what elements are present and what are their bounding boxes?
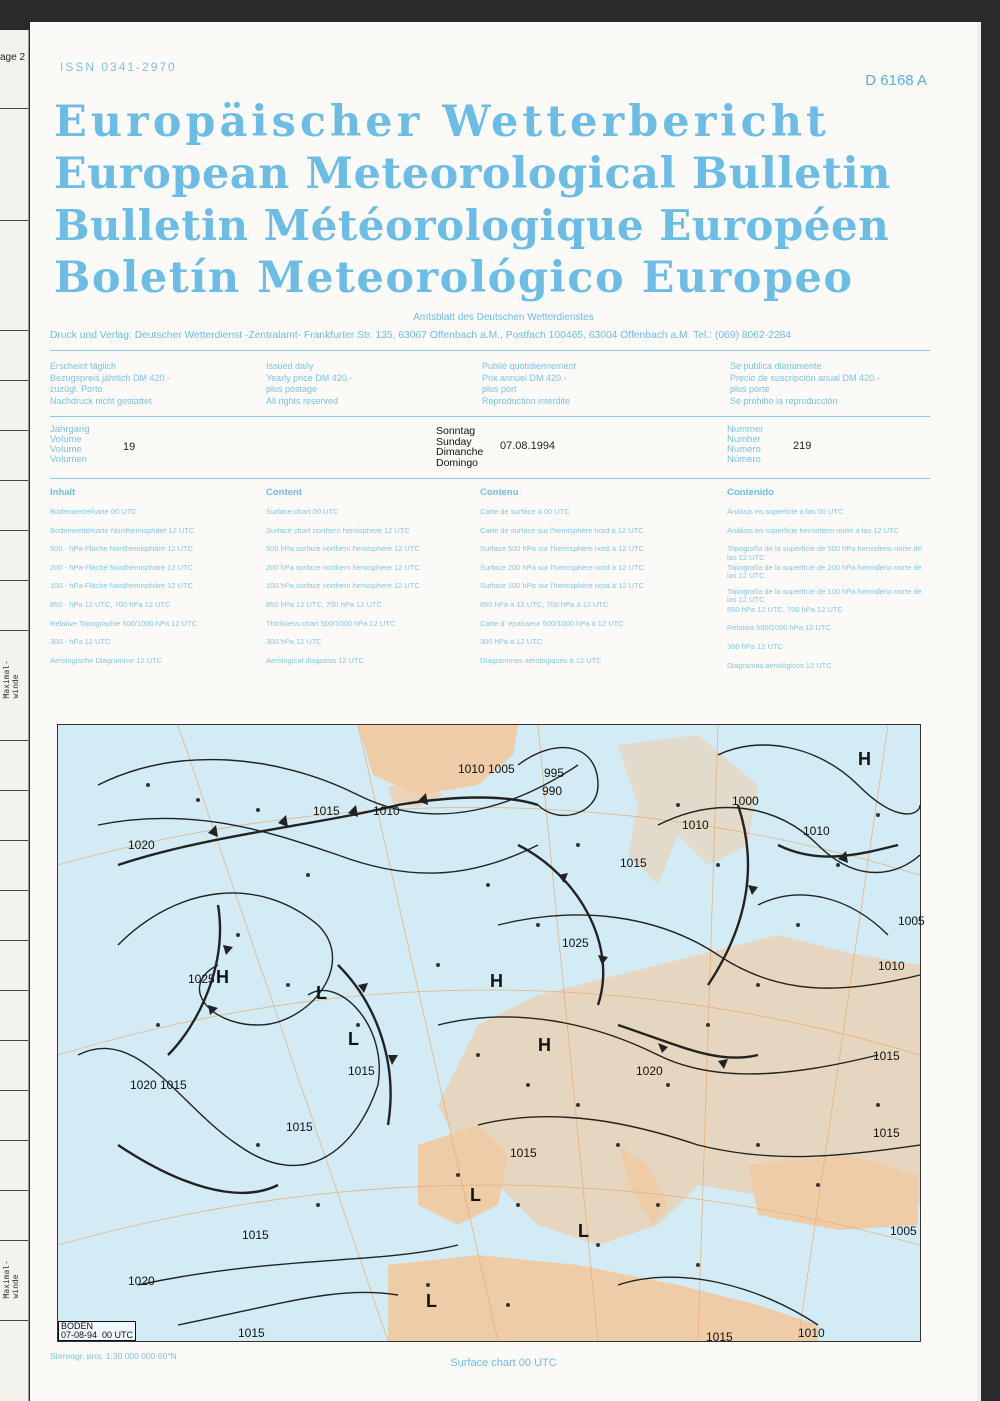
strip-rule	[0, 1140, 28, 1141]
divider	[50, 350, 930, 351]
isobar-label: 1020	[636, 1064, 663, 1078]
strip-rule	[0, 890, 28, 891]
strip-rule	[0, 580, 28, 581]
amtsblatt: Amtsblatt des Deutschen Wetterdienstes	[413, 312, 594, 323]
strip-rule	[0, 1090, 28, 1091]
high-pressure-center: H	[858, 749, 871, 769]
title-english: European Meteorological Bulletin	[54, 149, 891, 199]
title-french: Bulletin Météorologique Européen	[54, 201, 890, 250]
contents-list-es: Análisis en superficie a las 00 UTC Análisis en superficie hemisferio norte a las 12 UTC Topografía de la superficie de 500 hPa hemisferio norte de las 12 UTC Topografía de la superficie de 200 hPa hemisferio norte de las 12 UTC Topografía de la superficie de 100 hPa hemisferio norte de las 12 UTC 850 hPa 12 UTC, 700 hPa 12 UTC Relativa 500/1000 hPa 12 UTC 300 hPa 12 UTC Diagramas aerológicos 12 UTC	[727, 507, 922, 670]
strip-rule	[0, 1040, 28, 1041]
number-labels: Nummer Number Numéro Número	[727, 424, 764, 465]
contents-list-de: Bodenwetterkarte 00 UTC Bodenwetterkarte Nordhemisphäre 12 UTC 500 - hPa-Fläche Nordhemisphäre 12 UTC 200 - hPa-Fläche Nordhemisphäre 12 UTC 100 - hPa-Fläche Nordhemisphäre 12 UTC 850 - hPa 12 UTC, 700 hPa 12 UTC Relative Topographie 500/1000 hPa 12 UTC 300 - hPa 12 UTC Aerologische Diagramme 12 UTC	[50, 507, 198, 665]
isobar-label: 1020	[128, 838, 155, 852]
low-pressure-center: L	[426, 1291, 437, 1311]
map-graphic	[58, 725, 925, 1344]
info-column-es: Se publica diariamente Precio de suscripción anual DM 420.- plus porte Se prohibe la reproducción	[730, 361, 880, 406]
isobar-label: 1010	[682, 818, 709, 832]
chart-stamp	[58, 1321, 136, 1341]
strip-rule	[0, 940, 28, 941]
contents-list-en: Surface chart 00 UTC Surface chart northern hemisphere 12 UTC 500 hPa surface northern hemisphere 12 UTC 200 hPa surface northern hemisphere 12 UTC 100 hPa surface northern hemisphere 12 UTC 850 hPa 12 UTC, 700 hPa 12 UTC Thickness chart 500/1000 hPa 12 UTC 300 hPa 12 UTC Aerological diagrams 12 UTC	[266, 507, 420, 665]
bulletin-page	[30, 22, 977, 1401]
strip-rule	[0, 108, 28, 109]
isobar-label: 1015	[286, 1120, 313, 1134]
document-number: D 6168 A	[865, 72, 927, 89]
strip-rule	[0, 630, 28, 631]
high-pressure-center: H	[490, 971, 503, 991]
divider	[50, 478, 930, 479]
low-pressure-center: L	[578, 1221, 589, 1241]
isobar-label: 990	[542, 784, 563, 798]
isobar-label: 1015	[873, 1126, 900, 1140]
strip-rule	[0, 330, 28, 331]
info-column-fr: Publié quotidiennement Prix annuel DM 420.- plus port Reproduction interdite	[482, 361, 577, 406]
strip-label-maximalwinde: Maximal- winde	[2, 660, 20, 699]
page-edge	[977, 22, 981, 1401]
page-label: age 2	[0, 52, 26, 63]
volume-value: 19	[123, 441, 136, 453]
issn: ISSN 0341-2970	[60, 60, 177, 74]
strip-rule	[0, 380, 28, 381]
land-north-africa	[388, 1255, 818, 1341]
title-spanish: Boletín Meteorológico Europeo	[54, 253, 854, 303]
stamp-type: BODEN	[61, 1321, 94, 1331]
info-column-de: Erscheint täglich Bezugspreis jährlich DM 420.- zuzügl. Porto Nachdruck nicht gestattet	[50, 361, 171, 406]
strip-rule	[0, 1190, 28, 1191]
isobar-label: 1005	[890, 1224, 917, 1238]
isobar-label: 1010	[798, 1326, 825, 1340]
strip-rule	[0, 790, 28, 791]
issue-date: 07.08.1994	[500, 440, 556, 452]
contents-header-es: Contenido	[727, 487, 774, 498]
volume-labels: Jahrgang Volume Volume Volumen	[50, 424, 90, 465]
isobar-label: 1015	[160, 1078, 187, 1092]
isobar-label: 1015	[348, 1064, 375, 1078]
info-column-en: Issued daily Yearly price DM 420.- plus postage All rights reserved	[266, 361, 353, 406]
low-pressure-center: L	[470, 1185, 481, 1205]
isobar-label: 1005	[488, 762, 515, 776]
contents-header-fr: Contenu	[480, 487, 519, 498]
high-pressure-center: H	[538, 1035, 551, 1055]
strip-rule	[0, 220, 28, 221]
strip-rule	[0, 1240, 28, 1241]
contents-header-en: Content	[266, 487, 302, 498]
strip-rule	[0, 1320, 28, 1321]
strip-label-maximalwinde: Maximal- winde	[2, 1260, 20, 1299]
isobar-label: 1015	[510, 1146, 537, 1160]
isobar-label: 1020	[128, 1274, 155, 1288]
contents-header-de: Inhalt	[50, 487, 76, 498]
isobar-label: 1015	[238, 1326, 265, 1340]
surface-chart-map	[57, 724, 925, 1344]
day-names: Sonntag Sunday Dimanche Domingo	[436, 425, 484, 469]
strip-rule	[0, 990, 28, 991]
contents-list-fr: Carte de surface à 00 UTC Carte de surface sur l'hemisphère nord à 12 UTC Surface 500 hPa sur l'hemisphère nord à 12 UTC Surface 200 hPa sur l'hemisphère nord à 12 UTC Surface 100 hPa sur l'hemisphère nord à 12 UTC 850 hPa à 12 UTC, 700 hPa à 12 UTC Carte d' épaisseur 500/1000 hPa à 12 UTC 300 hPa à 12 UTC Diagrammes aérologiques à 12 UTC	[480, 507, 645, 665]
strip-rule	[0, 430, 28, 431]
left-binding-strip	[0, 30, 29, 1401]
isobar-label: 1015	[873, 1049, 900, 1063]
isobar-label: 1015	[242, 1228, 269, 1242]
divider	[50, 416, 930, 417]
strip-rule	[0, 840, 28, 841]
land-greenland	[358, 725, 518, 795]
isobar-label: 1010	[878, 959, 905, 973]
stamp-datetime: 07-08-94 00 UTC	[61, 1330, 134, 1340]
high-pressure-center: H	[216, 967, 229, 987]
low-pressure-center: L	[348, 1029, 359, 1049]
isobar-label: 1010	[458, 762, 485, 776]
strip-rule	[0, 480, 28, 481]
strip-rule	[0, 530, 28, 531]
low-pressure-center: L	[316, 983, 327, 1003]
isobar-label: 1015	[620, 856, 647, 870]
issue-number: 219	[793, 440, 812, 452]
isobar-label: 1025	[562, 936, 589, 950]
isobar-label: 1010	[803, 824, 830, 838]
isobar-label: 1000	[732, 794, 759, 808]
chart-caption: Surface chart 00 UTC	[450, 1357, 557, 1369]
title-german: Europäischer Wetterbericht	[54, 97, 830, 147]
isobar-label: 1015	[313, 804, 340, 818]
isobar-label: 1010	[373, 804, 400, 818]
isobar-label: 995	[544, 766, 565, 780]
isobar-label: 1015	[706, 1330, 733, 1344]
publisher-line: Druck und Verlag: Deutscher Wetterdienst -Zentralamt- Frankfurter Str. 135, 63067 Offenbach a.M., Postfach 100465, 63004 Offenbach a.M. Tel.: (069) 8062-2284	[50, 330, 792, 341]
projection-scale: Stereogr. proj. 1:30 000 000 60°N	[50, 1351, 177, 1361]
isobar-label: 1025	[188, 972, 215, 986]
isobar-label: 1020	[130, 1078, 157, 1092]
isobar-label: 1005	[898, 914, 925, 928]
strip-rule	[0, 740, 28, 741]
